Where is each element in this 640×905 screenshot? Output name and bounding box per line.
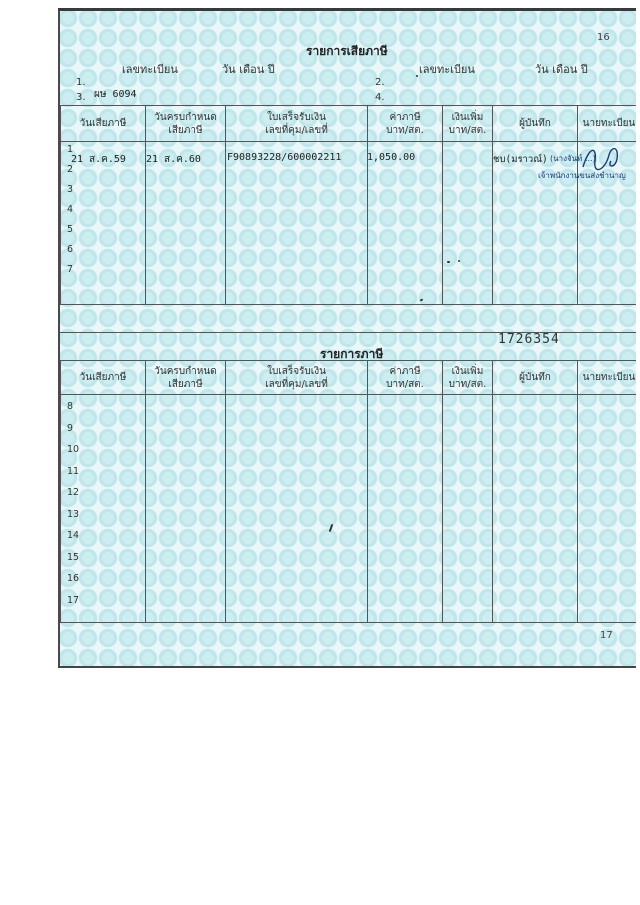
right-reg-label: เลขทะเบียน: [419, 63, 475, 76]
page-bottom-edge: [58, 666, 636, 668]
row-number: 16: [67, 573, 80, 584]
col-pay-date: วันเสียภาษี: [61, 361, 146, 395]
col-due-date: วันครบกำหนด เสียภาษี: [146, 361, 226, 395]
tax-payment-table-top: [60, 105, 636, 305]
tax-record-page: [58, 8, 636, 668]
entry-receipt-number: F90893228/600002211: [227, 152, 342, 163]
row-number: 6: [67, 244, 74, 255]
ink-speck: [458, 260, 460, 262]
row-number: 7: [67, 264, 74, 275]
col-surcharge: เงินเพิ่ม บาท/สต.: [443, 361, 493, 395]
col-due-date: วันครบกำหนด เสียภาษี: [146, 106, 226, 142]
row-number: 12: [67, 487, 80, 498]
row-number: 2: [67, 164, 74, 175]
entry-number-4: 4.: [375, 92, 385, 103]
row-number: 8: [67, 401, 74, 412]
registrar-stamp-name: (นางจันท์ ...): [550, 154, 596, 163]
serial-number: 1726354: [498, 332, 560, 347]
row-number: 17: [67, 594, 80, 606]
col-receipt: ใบเสร็จรับเงิน เลขที่คุม/เลขที่: [226, 361, 368, 395]
ink-speck: [416, 75, 418, 77]
entry-due-date: 21 ส.ค.60: [146, 154, 201, 165]
row-number: 3: [67, 184, 74, 195]
page-bottom-number: 17: [600, 630, 613, 641]
registrar-stamp-title: เจ้าพนักงานขนส่งชำนาญ: [538, 171, 626, 180]
ink-speck: [447, 261, 450, 263]
entry-tax-amount: 1,050.00: [367, 152, 416, 163]
entry-pay-date: 21 ส.ค.59: [71, 154, 126, 165]
entry-number-2: 2.: [375, 77, 385, 88]
page-top-number: 16: [597, 32, 610, 43]
col-registrar: นายทะเบียน: [578, 361, 637, 395]
col-pay-date: วันเสียภาษี: [61, 106, 146, 142]
registrar-signature: [575, 141, 625, 177]
entry-number-3: 3.: [76, 92, 86, 103]
section1-title: รายการเสียภาษี: [306, 44, 388, 58]
row-number: 1: [67, 144, 74, 155]
row-number: 13: [67, 508, 80, 520]
left-reg-label: เลขทะเบียน: [122, 63, 178, 76]
col-tax: ค่าภาษี บาท/สต.: [368, 106, 443, 142]
entry-number-1: 1.: [76, 77, 86, 88]
col-registrar: นายทะเบียน: [578, 106, 637, 142]
page-top-edge: [58, 8, 636, 11]
section2-title: รายการภาษี: [320, 347, 384, 361]
row-number: 11: [67, 465, 80, 477]
col-receipt: ใบเสร็จรับเงิน เลขที่คุม/เลขที่: [226, 106, 368, 142]
row-number: 5: [67, 224, 74, 235]
row-number: 10: [67, 444, 80, 455]
tax-payment-table-bottom: [60, 360, 636, 623]
col-surcharge: เงินเพิ่ม บาท/สต.: [443, 106, 493, 142]
left-date-label: วัน เดือน ปี: [222, 63, 275, 76]
row-number: 14: [67, 530, 80, 541]
row-number: 15: [67, 551, 80, 563]
right-date-label: วัน เดือน ปี: [535, 63, 588, 76]
row-number: 9: [67, 422, 74, 434]
col-tax: ค่าภาษี บาท/สต.: [368, 361, 443, 395]
col-recorder: ผู้บันทึก: [493, 361, 578, 395]
license-plate: ผษ 6094: [94, 89, 137, 100]
row-number: 4: [67, 204, 74, 215]
entry-recorder: ชบ(มราวณ์): [493, 154, 548, 165]
col-recorder: ผู้บันทึก: [493, 106, 578, 142]
